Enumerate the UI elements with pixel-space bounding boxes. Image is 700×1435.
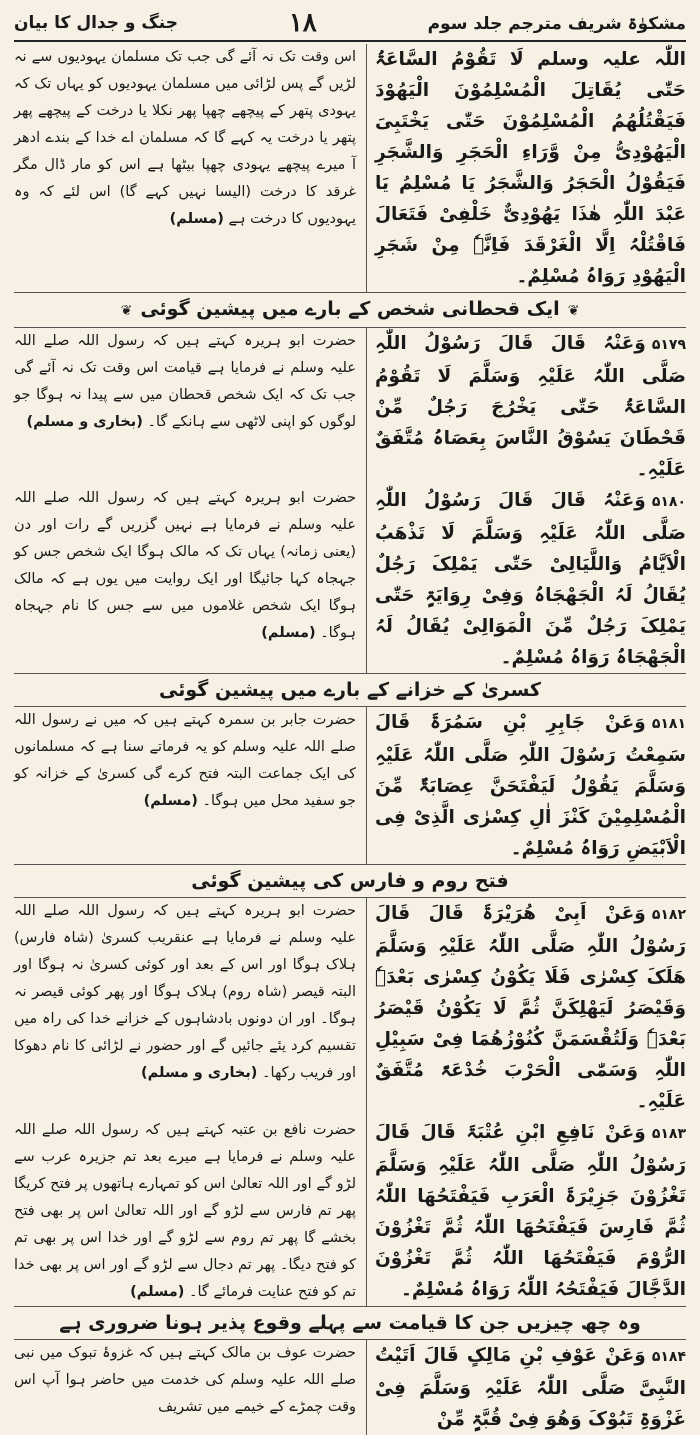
page-number: ۱۸ <box>288 8 317 38</box>
hadith-number: ۵۱۸۴ <box>651 1349 686 1365</box>
urdu-translation: حضرت ابو ہریرہ کہتے ہیں کہ رسول اللہ صلے اللہ علیہ وسلم نے فرمایا ہے نہیں گزریں گے رات اور دن (یعنی زمانہ) یہاں تک کہ مالک ہوگا ایک شخص جس کو جہجاہ کہا جائیگا اور ایک روایت میں یوں ہے کہ مالک ہوگا ایک شخص غلاموں میں سے جس کا نام جہجاہ ہوگا۔ (مسلم) <box>14 490 356 641</box>
section-heading: فتح روم و فارس کی پیشین گوئی <box>14 864 686 898</box>
hadith-block <box>14 898 686 1117</box>
reference: (مسلم) <box>143 793 198 809</box>
book-title: مشکوٰۃ شریف مترجم جلد سوم <box>427 13 686 34</box>
chapter-title: جنگ و جدال کا بیان <box>14 13 178 33</box>
hadith-block <box>14 44 686 292</box>
hadith-block <box>14 328 686 485</box>
section-heading: ❦ ایک قحطانی شخص کے بارے میں پیشین گوئی ❦ <box>14 292 686 328</box>
hadith-block <box>14 1117 686 1306</box>
page-header <box>14 6 686 42</box>
hadith-block <box>14 485 686 673</box>
arabic-text: ۵۱۸۱وَعَنْ جَابِرِ بْنِ سَمُرَۃَ قَالَ سَمِعْتُ رَسُوْلَ اللّٰہِ صَلَّی اللّٰہُ عَلَیْہِ وَسَلَّمَ یَقُوْلُ لَیَفْتَحَنَّ عِصَابَۃٌ مِّنَ الْمُسْلِمِیْنَ کَنْزَ اٰلِ کِسْرٰی الَّذِیْ فِی الْاَبْیَضِ رَوَاہُ مُسْلِمٌ۔ <box>366 707 686 864</box>
section-heading: کسریٰ کے خزانے کے بارے میں پیشین گوئی <box>14 673 686 707</box>
reference: (بخاری و مسلم) <box>141 1065 258 1081</box>
hadith-number: ۵۱۸۳ <box>651 1126 686 1142</box>
hadith-number: ۵۱۷۹ <box>651 337 686 353</box>
hadith-block <box>14 707 686 864</box>
hadith-block <box>14 1340 686 1435</box>
urdu-translation: حضرت ابو ہریرہ کہتے ہیں کہ رسول اللہ صلے اللہ علیہ وسلم نے فرمایا ہے قیامت اس وقت تک نہ آئے گی جب تک کہ ایک شخص قحطان میں سے پیدا نہ ہوگا جو لوگوں کو اپنی لاٹھی سے ہانکے گا۔ (بخاری و مسلم) <box>14 333 356 430</box>
reference: (بخاری و مسلم) <box>26 414 143 430</box>
hadith-number: ۵۱۸۱ <box>651 716 686 732</box>
arabic-text: اللّٰہ علیہ وسلم لَا تَقُوْمُ السَّاعَۃُ حَتّٰی یُقَاتِلَ الْمُسْلِمُوْنَ الْیَھُوْدَ فَیَقْتُلُھُمُ الْمُسْلِمُوْنَ حَتّٰی یَخْتَبِیَ الْیَھُوْدِیُّ مِنْ وَّرَاءِ الْحَجَرِ وَالشَّجَرِ فَیَقُوْلُ الْحَجَرُ وَالشَّجَرُ یَا مُسْلِمُ یَا عَبْدَ اللّٰہِ ھٰذَا یَھُوْدِیٌّ خَلْفِیْ فَتَعَالَ فَاقْتُلْہُ اِلَّا الْغَرْقَدَ فَاِنَّہٗ مِنْ شَجَرِ الْیَھُوْدِ رَوَاہُ مُسْلِمٌ۔ <box>366 44 686 292</box>
reference: (مسلم) <box>130 1284 185 1300</box>
urdu-translation: اس وقت تک نہ آئے گی جب تک مسلمان یہودیوں سے نہ لڑیں گے پس لڑائی میں مسلمان یہودیوں کو یہاں تک کہ یہودی پتھر کے پیچھے چھپا پھر نکلا یا درخت کے پیچھے پھر پتھر یا درخت یہ کہے گا کہ مسلمان اے خدا کے بندے ادھر آ میرے پیچھے یہودی چھپا بیٹھا ہے اس کو مار ڈال مگر غرقد کا درخت (الیسا نہیں کہے گا) اس لئے کہ وہ یہودیوں کا درخت ہے (مسلم) <box>14 49 356 227</box>
reference: (مسلم) <box>169 211 224 227</box>
urdu-translation: حضرت عوف بن مالک کہتے ہیں کہ غزوۂ تبوک میں نبی صلے اللہ علیہ وسلم کی خدمت میں حاضر ہوا آپ اس وقت چمڑے کے خیمے میں تشریف <box>14 1345 356 1415</box>
arabic-text: ۵۱۸۰وَعَنْہُ قَالَ قَالَ رَسُوْلُ اللّٰہِ صَلَّی اللّٰہُ عَلَیْہِ وَسَلَّمَ لَا تَذْھَبُ الْاَیَّامُ وَاللَّیَالِیْ حَتّٰی یَمْلِکَ رَجُلٌ یُقَالُ لَہُ الْجَھْجَاہُ وَفِیْ رِوَایَۃٍ حَتّٰی یَمْلِکَ رَجُلٌ مِّنَ الْمَوَالِیْ یُقَالُ لَہُ الْجَھْجَاہُ رَوَاہُ مُسْلِمٌ۔ <box>366 485 686 673</box>
arabic-text: ۵۱۸۴وَعَنْ عَوْفِ بْنِ مَالِکٍ قَالَ اَتَیْتُ النَّبِیَّ صَلَّی اللّٰہُ عَلَیْہِ وَسَلَّمَ فِیْ غَزْوَۃِ تَبُوْکَ وَھُوَ فِیْ قُبَّۃٍ مِّنْ <box>366 1340 686 1435</box>
hadith-number: ۵۱۸۲ <box>651 907 686 923</box>
urdu-translation: حضرت نافع بن عتبہ کہتے ہیں کہ رسول اللہ صلے اللہ علیہ وسلم نے فرمایا ہے میرے بعد تم جزیرہ عرب سے لڑو گے اور اللہ تعالیٰ اس کو تمہارے ہاتھوں پر فتح کریگا پھر تم فارس سے لڑو گے اور اللہ تعالیٰ اس پر بھی فتح بخشے گا پھر تم روم سے لڑو گے اور خدا اس پر بھی تم کو فتح دیگا۔ پھر تم دجال سے لڑو گے اور اس پر بھی خدا تم کو فتح عنایت فرمائے گا۔ (مسلم) <box>14 1122 356 1300</box>
page-content <box>14 44 686 1430</box>
section-heading: وہ چھ چیزیں جن کا قیامت سے پہلے وقوع پذیر ہونا ضروری ہے <box>14 1306 686 1340</box>
hadith-number: ۵۱۸۰ <box>651 494 686 510</box>
reference: (مسلم) <box>261 625 316 641</box>
arabic-text: ۵۱۸۲وَعَنْ اَبِیْ ھُرَیْرَۃَ قَالَ قَالَ رَسُوْلُ اللّٰہِ صَلَّی اللّٰہُ عَلَیْہِ وَسَلَّمَ ھَلَکَ کِسْرٰی فَلَا یَکُوْنُ کِسْرٰی بَعْدَہٗ وَقَیْصَرُ لَیَھْلِکَنَّ ثُمَّ لَا یَکُوْنُ قَیْصَرُ بَعْدَہٗ وَلَتُقْسَمَنَّ کُنُوْزُھُمَا فِیْ سَبِیْلِ اللّٰہِ وَسَمّٰی الْحَرْبَ خُدْعَۃً مُتَّفَقٌ عَلَیْہِ۔ <box>366 898 686 1117</box>
arabic-text: ۵۱۷۹وَعَنْہُ قَالَ قَالَ رَسُوْلُ اللّٰہِ صَلَّی اللّٰہُ عَلَیْہِ وَسَلَّمَ لَا تَقُوْمُ السَّاعَۃُ حَتّٰی یَخْرُجَ رَجُلٌ مِّنْ قَحْطَانَ یَسُوْقُ النَّاسَ بِعَصَاہُ مُتَّفَقٌ عَلَیْہِ۔ <box>366 328 686 485</box>
urdu-translation: حضرت جابر بن سمرہ کہتے ہیں کہ میں نے رسول اللہ صلے اللہ علیہ وسلم کو یہ فرماتے سنا ہے کہ مسلمانوں کی ایک جماعت البتہ فتح کرے گی کسریٰ کے خزانہ کو جو سفید محل میں ہوگا۔ (مسلم) <box>14 712 356 809</box>
arabic-text: ۵۱۸۳وَعَنْ نَافِعِ ابْنِ عُتْبَۃَ قَالَ قَالَ رَسُوْلُ اللّٰہِ صَلَّی اللّٰہُ عَلَیْہِ وَسَلَّمَ تَغْزُوْنَ جَزِیْرَۃَ الْعَرَبِ فَیَفْتَحُھَا اللّٰہُ ثُمَّ فَارِسَ فَیَفْتَحُھَا اللّٰہُ ثُمَّ تَغْزُوْنَ الرُّوْمَ فَیَفْتَحُھَا اللّٰہُ ثُمَّ تَغْزُوْنَ الدَّجَّالَ فَیَفْتَحُہُ اللّٰہُ رَوَاہُ مُسْلِمٌ۔ <box>366 1117 686 1306</box>
urdu-translation: حضرت ابو ہریرہ کہتے ہیں کہ رسول اللہ صلے اللہ علیہ وسلم نے فرمایا ہے عنقریب کسریٰ (شاہ فارس) ہلاک ہوگا اور اس کے بعد اور کوئی کسریٰ نہ ہوگا اور البتہ قیصر (شاہ روم) ہلاک ہوگا اور پھر کوئی قیصر نہ ہوگا۔ اور ان دونوں بادشاہوں کے خزانے خدا کی راہ میں تقسیم کرد یئے جائیں گے اور حضور نے لڑائی کا نام دھوکا اور فریب رکھا۔ (بخاری و مسلم) <box>14 903 356 1081</box>
